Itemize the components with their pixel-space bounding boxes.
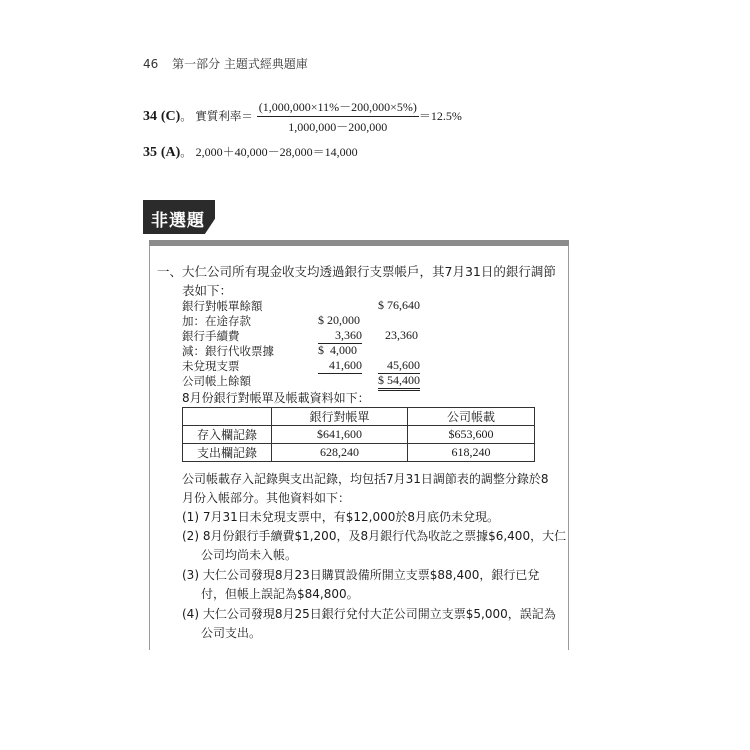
item-2-cont: 公司均尚未入帳。 <box>201 548 298 562</box>
table-cell: 618,240 <box>408 444 535 462</box>
august-data-table <box>182 407 535 462</box>
item-text: 大仁公司發現8月23日購買設備所開立支票$88,400，銀行已兌 <box>202 568 540 582</box>
table-header-cell: 公司帳載 <box>408 408 535 426</box>
table-cell: 628,240 <box>272 444 408 462</box>
fraction <box>257 98 419 135</box>
problem-line-2: 表如下： <box>182 283 233 298</box>
recon-amount-col1: $ 20,000 <box>318 313 360 327</box>
running-title: 第一部分 主題式經典題庫 <box>172 57 308 71</box>
answer-34 <box>143 98 462 135</box>
item-3-cont: 付，但帳上誤記為$84,800。 <box>201 587 359 601</box>
fraction-denominator: 1,000,000－200,000 <box>288 120 388 134</box>
table-row-label: 存入欄記錄 <box>183 426 272 444</box>
item-number: (2) <box>182 529 199 543</box>
page-header <box>143 55 308 72</box>
table-header-row <box>183 408 535 426</box>
item-text: 大仁公司發現8月25日銀行兌付大芷公司開立支票$5,000，誤記為 <box>202 607 556 621</box>
section-tag <box>143 200 227 234</box>
answer-choice: (C) <box>160 109 181 124</box>
item-3 <box>182 566 539 583</box>
recon-amount-col1: $ 4,000 <box>318 343 357 357</box>
item-4 <box>182 605 556 622</box>
answer-expression: 2,000＋40,000－28,000＝14,000 <box>195 145 358 159</box>
item-number: (3) <box>182 568 199 582</box>
after-table-line-2: 月份入帳部分。其他資料如下： <box>182 491 351 505</box>
recon-amount-col1: 3,360 <box>318 328 362 344</box>
table-row <box>183 444 535 462</box>
table-cell: $641,600 <box>272 426 408 444</box>
answer-label: 。 實質利率＝ <box>180 109 253 123</box>
fraction-numerator: (1,000,000×11%－200,000×5%) <box>257 98 419 117</box>
frame-right-border <box>568 246 569 650</box>
item-2 <box>182 527 566 544</box>
section-tag-label: 非選題 <box>151 211 205 231</box>
item-4-cont: 公司支出。 <box>201 626 262 640</box>
item-1 <box>182 508 499 525</box>
recon-label-3: 減：銀行代收票據 <box>182 344 274 358</box>
answer-result: ＝12.5% <box>418 109 462 123</box>
recon-amount-col2: 23,360 <box>385 328 418 342</box>
recon-label-5: 公司帳上餘額 <box>182 374 251 388</box>
problem-line-1: 一、大仁公司所有現金收支均透過銀行支票帳戶，其7月31日的銀行調節 <box>157 264 556 279</box>
item-text: 8月份銀行手續費$1,200，及8月銀行代為收訖之票據$6,400，大仁 <box>202 529 567 543</box>
answer-35 <box>143 143 358 161</box>
table-row-label: 支出欄記錄 <box>183 444 272 462</box>
item-text: 7月31日未兌現支票中，有$12,000於8月底仍未兌現。 <box>202 510 499 524</box>
table-cell: $653,600 <box>408 426 535 444</box>
answer-label: 。 <box>180 145 192 159</box>
recon-amount-col2: $ 76,640 <box>378 298 420 312</box>
item-number: (1) <box>182 510 199 524</box>
recon-label-4: 未兌現支票 <box>182 359 240 373</box>
answer-choice: (A) <box>160 145 181 160</box>
after-table-line-1: 公司帳載存入記錄與支出記錄，均包括7月31日調節表的調整分錄於8 <box>182 472 549 486</box>
question-number: 34 <box>143 109 157 124</box>
recon-amount-col1: 41,600 <box>318 358 362 374</box>
recon-label-2: 銀行手續費 <box>182 329 240 343</box>
table-row <box>183 426 535 444</box>
table-header-cell: 銀行對帳單 <box>272 408 408 426</box>
table-header-cell <box>183 408 272 426</box>
frame-left-border <box>149 246 150 650</box>
recon-label-1: 加：在途存款 <box>182 314 251 328</box>
page-number: 46 <box>143 57 159 71</box>
recon-amount-col2: 45,600 <box>378 358 420 374</box>
question-number: 35 <box>143 145 157 160</box>
frame-top-bar <box>149 240 569 246</box>
recon-label-0: 銀行對帳單餘額 <box>182 299 263 313</box>
item-number: (4) <box>182 607 199 621</box>
august-intro: 8月份銀行對帳單及帳載資料如下： <box>182 391 370 405</box>
recon-amount-col2: $ 54,400 <box>378 373 420 391</box>
